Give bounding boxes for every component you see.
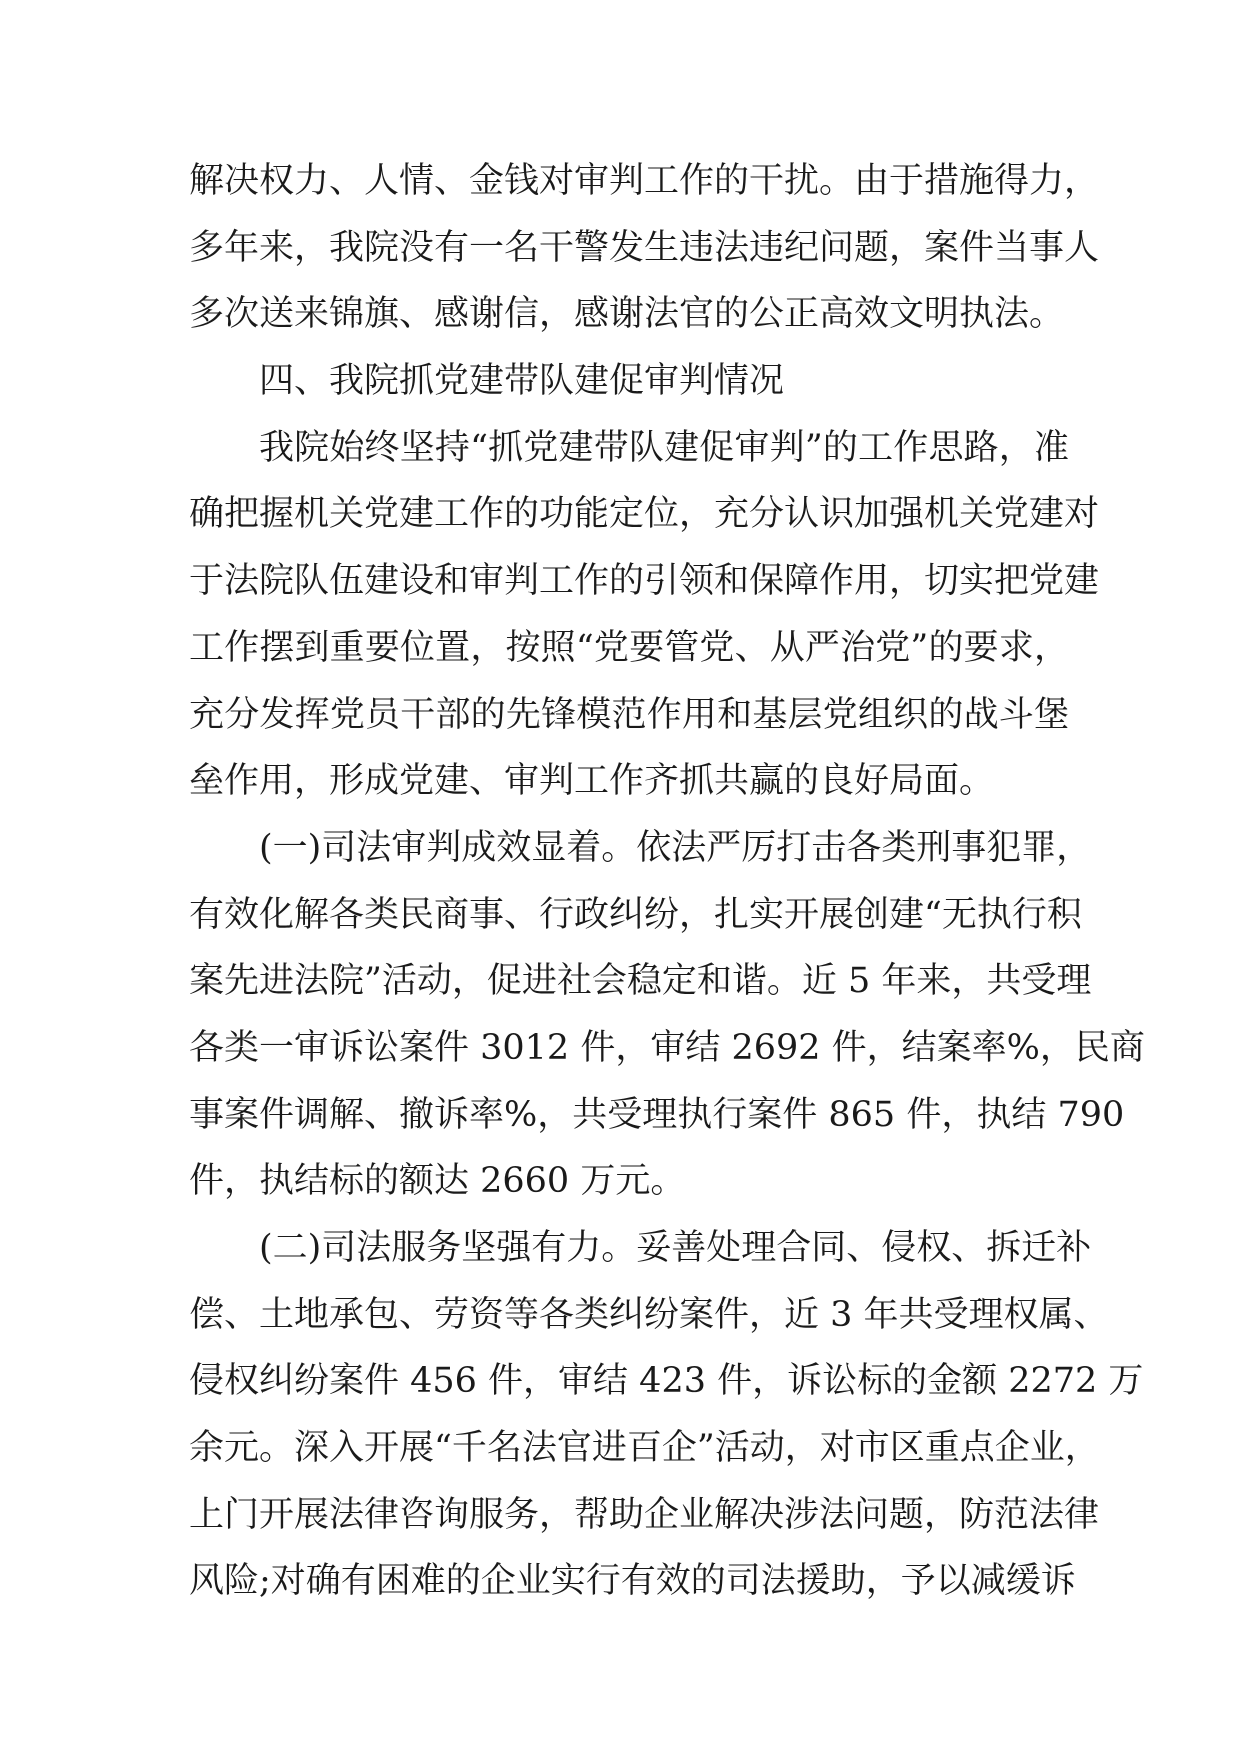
text-line: 多次送来锦旗、感谢信，感谢法官的公正高效文明执法。 [189, 294, 1065, 335]
text-line: (一)司法审判成效显着。依法严厉打击各类刑事犯罪， [259, 827, 1092, 868]
text-line: 上门开展法律咨询服务，帮助企业解决涉法问题，防范法律 [189, 1494, 1100, 1535]
text-line: 多年来，我院没有一名干警发生违法违纪问题，案件当事人 [189, 227, 1100, 268]
text-line: 于法院队伍建设和审判工作的引领和保障作用，切实把党建 [189, 561, 1100, 602]
text-line: 事案件调解、撤诉率%，共受理执行案件 865 件，执结 790 [189, 1094, 1125, 1135]
text-line: 工作摆到重要位置，按照“党要管党、从严治党”的要求， [189, 627, 1069, 668]
text-line: 件，执结标的额达 2660 万元。 [189, 1161, 686, 1202]
text-line: 案先进法院”活动，促进社会稳定和谐。近 5 年来，共受理 [189, 961, 1092, 1002]
text-line: 余元。深入开展“千名法官进百企”活动，对市区重点企业， [189, 1428, 1100, 1469]
text-line: 各类一审诉讼案件 3012 件，审结 2692 件，结案率%，民商 [189, 1027, 1145, 1068]
text-line: (二)司法服务坚强有力。妥善处理合同、侵权、拆迁补 [259, 1228, 1092, 1268]
text-line: 确把握机关党建工作的功能定位，充分认识加强机关党建对 [189, 494, 1100, 535]
text-line: 侵权纠纷案件 456 件，审结 423 件，诉讼标的金额 2272 万 [189, 1361, 1144, 1402]
text-line: 偿、土地承包、劳资等各类纠纷案件，近 3 年共受理权属、 [189, 1294, 1109, 1335]
body-text [189, 148, 1145, 1615]
text-line: 垒作用，形成党建、审判工作齐抓共赢的良好局面。 [189, 761, 995, 802]
text-line: 解决权力、人情、金钱对审判工作的干扰。由于措施得力， [189, 161, 1100, 201]
text-line: 我院始终坚持“抓党建带队建促审判”的工作思路，准 [259, 427, 1069, 468]
text-line: 风险;对确有困难的企业实行有效的司法援助，予以减缓诉 [189, 1561, 1076, 1602]
text-line: 充分发挥党员干部的先锋模范作用和基层党组织的战斗堡 [189, 694, 1069, 735]
section-heading: 四、我院抓党建带队建促审判情况 [259, 361, 785, 402]
text-line: 有效化解各类民商事、行政纠纷，扎实开展创建“无执行积 [189, 894, 1082, 935]
